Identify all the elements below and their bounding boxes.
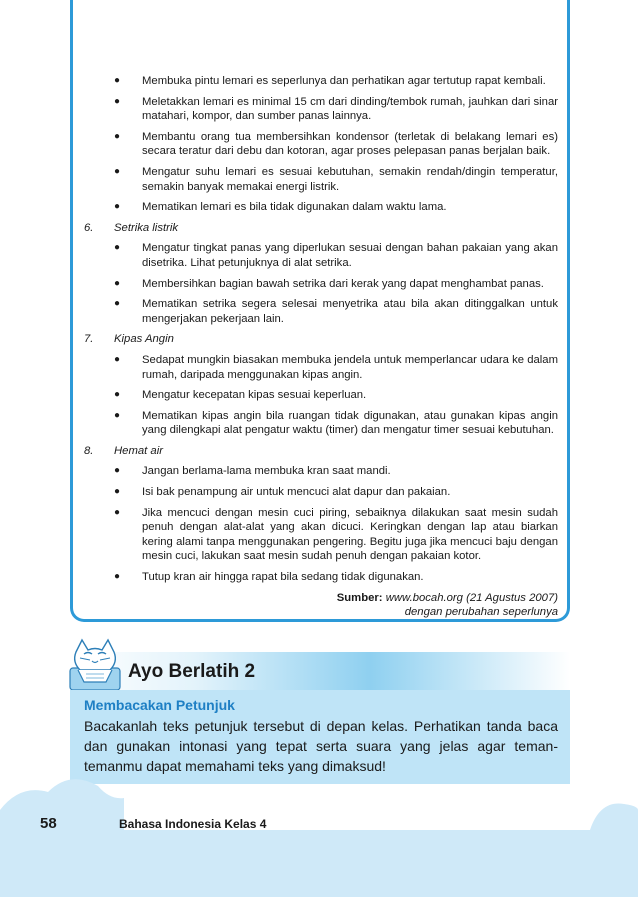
section-title: Kipas Angin xyxy=(114,333,174,346)
section-title: Hemat air xyxy=(114,444,163,457)
bullet-icon: ● xyxy=(114,465,121,477)
exercise-title: Ayo Berlatih 2 xyxy=(128,661,256,682)
section-refrigerator xyxy=(84,74,558,215)
list-item: ● Jangan berlama-lama membuka kran saat mandi. xyxy=(114,465,391,478)
source-citation xyxy=(84,591,558,620)
bullet-list xyxy=(84,464,558,584)
bullet-icon: ● xyxy=(114,130,121,142)
list-item: ● Mematikan lemari es bila tidak digunakan dalam waktu lama. xyxy=(114,201,447,214)
bullet-icon: ● xyxy=(114,353,121,365)
source-note: dengan perubahan seperlunya xyxy=(404,606,558,619)
bullet-list xyxy=(84,74,558,215)
bullet-icon: ● xyxy=(114,75,121,86)
bullet-icon: ● xyxy=(114,389,121,401)
list-item: ● Mengatur tingkat panas yang diperlukan sesuai dengan bahan pakaian yang akan disetrika. Lihat petunjuknya di alat setrika. xyxy=(114,242,558,269)
bullet-icon: ● xyxy=(114,242,121,254)
section-number: 6. xyxy=(84,221,94,234)
book-title: Bahasa Indonesia Kelas 4 xyxy=(119,817,267,831)
list-item: ● Sedapat mungkin biasakan membuka jendela untuk memperlancar udara ke dalam rumah, daripada menggunakan kipas angin. xyxy=(114,353,558,381)
exercise-instructions: Bacakanlah teks petunjuk tersebut di depan kelas. Perhatikan tanda baca dan gunakan intonasi yang tepat serta suara yang jelas agar teman-temanmu dapat memahami teks yang dimaksud! xyxy=(84,718,558,774)
section-fan xyxy=(84,332,558,438)
source-label: Sumber: xyxy=(336,591,383,604)
section-heading xyxy=(84,332,558,347)
section-heading xyxy=(84,444,558,459)
bullet-icon: ● xyxy=(114,95,121,107)
section-number: 8. xyxy=(84,444,94,457)
footer-cloud-decoration xyxy=(0,770,638,897)
list-item: ● Tutup kran air hingga rapat bila sedang tidak digunakan. xyxy=(114,571,424,584)
section-number: 7. xyxy=(84,333,94,346)
bullet-icon: ● xyxy=(114,277,121,289)
bullet-icon: ● xyxy=(114,201,121,213)
cat-mascot-icon xyxy=(66,638,124,694)
bullet-icon: ● xyxy=(114,165,121,177)
section-water xyxy=(84,444,558,585)
section-heading xyxy=(84,221,558,236)
bullet-icon: ● xyxy=(114,506,121,518)
page-number: 58 xyxy=(40,815,57,832)
list-item: ● Mematikan setrika segera selesai menyetrika atau bila akan ditinggalkan untuk mengerjakan pekerjaan lain. xyxy=(114,298,558,325)
bullet-list xyxy=(84,353,558,438)
section-iron xyxy=(84,221,558,327)
section-title: Setrika listrik xyxy=(114,221,179,234)
page-content xyxy=(84,70,558,620)
bullet-icon: ● xyxy=(114,486,121,498)
list-item: ● Membuka pintu lemari es seperlunya dan perhatikan agar tertutup rapat kembali. xyxy=(114,75,546,87)
bullet-icon: ● xyxy=(114,298,121,310)
list-item: ● Membersihkan bagian bawah setrika dari kerak yang dapat menghambat panas. xyxy=(114,277,544,290)
bullet-list xyxy=(84,241,558,326)
list-item: ● Isi bak penampung air untuk mencuci alat dapur dan pakaian. xyxy=(114,486,451,499)
list-item: ● Mengatur suhu lemari es sesuai kebutuhan, semakin rendah/dingin temperatur, semakin banyak memakai energi listrik. xyxy=(114,165,558,193)
list-item: ● Mematikan kipas angin bila ruangan tidak digunakan, atau gunakan kipas angin yang dilengkapi alat pengatur waktu (timer) dan mengatur timer sesuai kebutuhan. xyxy=(114,409,558,437)
list-item: ● Membantu orang tua membersihkan kondensor (terletak di belakang lemari es) secara teratur dari debu dan kotoran, agar proses pelepasan panas berjalan baik. xyxy=(114,130,558,158)
list-item: ● Meletakkan lemari es minimal 15 cm dari dinding/tembok rumah, jauhkan dari sinar matahari, kompor, dan sumber panas lainnya. xyxy=(114,95,558,123)
bullet-icon: ● xyxy=(114,409,121,421)
list-item: ● Mengatur kecepatan kipas sesuai keperluan. xyxy=(114,389,367,402)
exercise-subtitle: Membacakan Petunjuk xyxy=(84,697,235,713)
list-item: ● Jika mencuci dengan mesin cuci piring, sebaiknya dilakukan saat mesin sudah penuh dengan alat-alat yang akan dicuci. Keringkan dengan lap atau biarkan kering alami tanpa menggunakan pengering. Begitu juga jika mencuci baju dengan mesin cuci, lakukan saat mesin sudah penuh dengan pakaian kotor. xyxy=(114,506,558,563)
bullet-icon: ● xyxy=(114,571,121,583)
source-text: www.bocah.org (21 Agustus 2007) xyxy=(385,591,558,604)
